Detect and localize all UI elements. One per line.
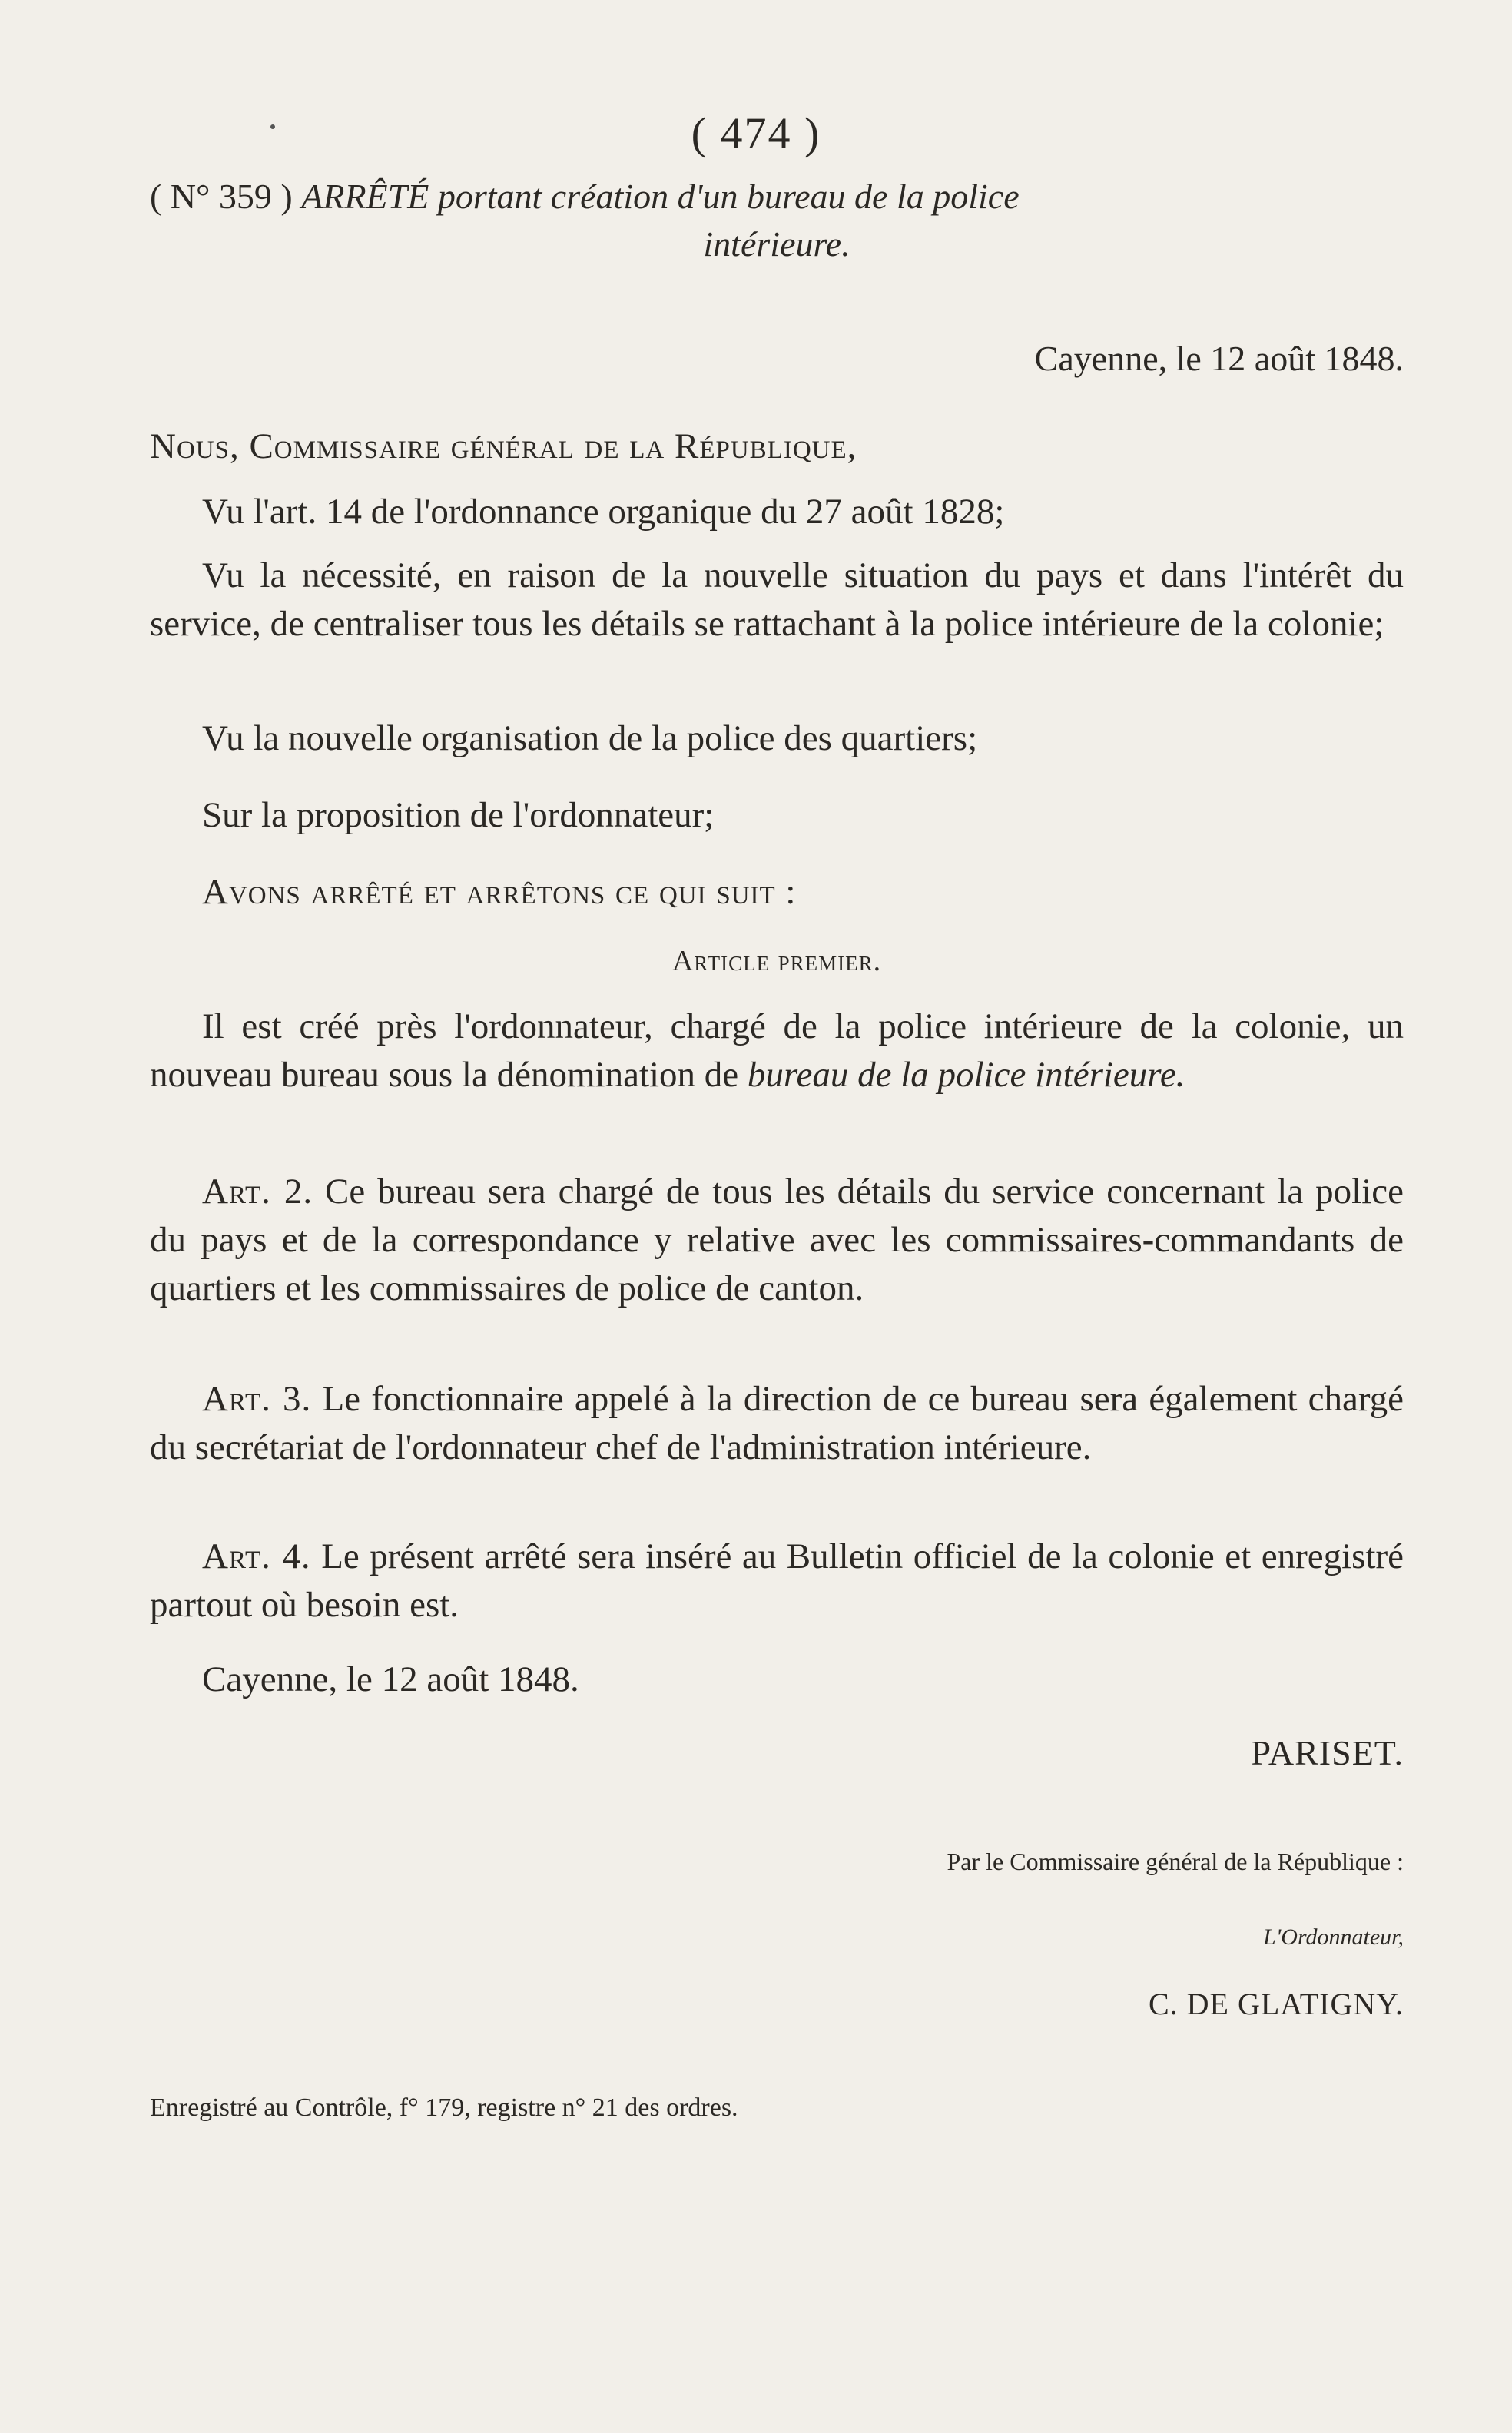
article-1-text: Il est créé près l'ordonnateur, chargé de la police intérieure de la colonie, un nouveau bureau sous la dénomination de	[150, 1006, 1404, 1095]
decree-number: ( N° 359 )	[150, 177, 293, 216]
article-3-text: Le fonctionnaire appelé à la direction de ce bureau sera également chargé du secrétariat de l'ordonnateur chef de l'administration intérieure.	[150, 1379, 1404, 1467]
article-1-italic: bureau de la police intérieure.	[747, 1055, 1185, 1095]
article-3-label: Art. 3.	[202, 1379, 312, 1419]
vu-necessite: Vu la nécessité, en raison de la nouvelle situation du pays et dans l'intérêt du service, de centraliser tous les détails se rattachant à la police intérieure de la colonie;	[150, 555, 1404, 644]
decree-title-line1: ARRÊTÉ portant création d'un bureau de la police	[301, 177, 1020, 216]
article-2	[150, 1168, 1404, 1313]
avons-arrete: Avons arrêté et arrêtons ce qui suit :	[202, 872, 797, 912]
article-4-text: Le présent arrêté sera inséré au Bulletin officiel de la colonie et enregistré partout où besoin est.	[150, 1536, 1404, 1625]
registration-note: Enregistré au Contrôle, f° 179, registre n° 21 des ordres.	[150, 2093, 738, 2122]
signature-pariset: PARISET.	[1251, 1733, 1404, 1772]
article-4	[150, 1533, 1404, 1629]
article-1	[150, 1003, 1404, 1099]
page-number: ( 474 )	[691, 108, 821, 158]
preamble: Nous, Commissaire général de la République,	[150, 426, 857, 466]
article-heading: Article premier.	[671, 945, 882, 977]
sur-proposition: Sur la proposition de l'ordonnateur;	[202, 795, 715, 835]
article-2-label: Art. 2.	[202, 1172, 313, 1212]
dateline: Cayenne, le 12 août 1848.	[1034, 339, 1404, 378]
par-le-commissaire: Par le Commissaire général de la République :	[947, 1848, 1404, 1875]
decree-title	[150, 173, 1404, 268]
closing-date: Cayenne, le 12 août 1848.	[202, 1659, 579, 1699]
article-3	[150, 1375, 1404, 1472]
decree-title-line2: intérieure.	[703, 224, 850, 264]
vu-article: Vu l'art. 14 de l'ordonnance organique du 27 août 1828;	[202, 492, 1005, 532]
vu-organisation: Vu la nouvelle organisation de la police des quartiers;	[202, 718, 978, 758]
article-2-text: Ce bureau sera chargé de tous les détails du service concernant la police du pays et de la correspondance y relative avec les commissaires-commandants de quartiers et les commissaires de police de canton.	[150, 1172, 1404, 1308]
article-4-label: Art. 4.	[202, 1536, 311, 1576]
role-ordonnateur: L'Ordonnateur,	[1263, 1924, 1404, 1950]
signature-glatigny: C. DE GLATIGNY.	[1148, 1987, 1404, 2021]
